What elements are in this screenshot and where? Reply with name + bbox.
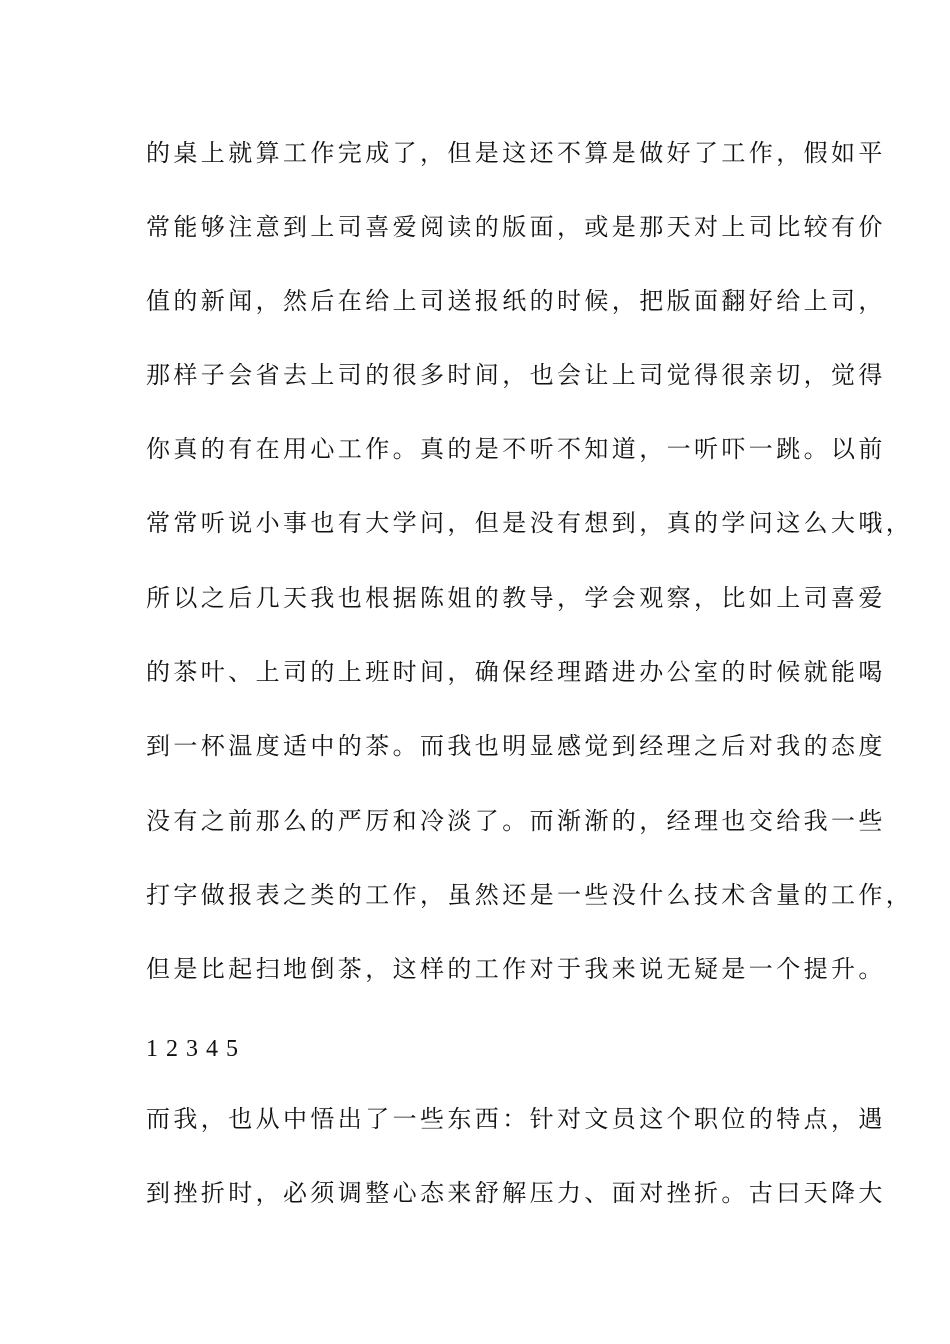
text-line: 的茶叶、上司的上班时间，确保经理踏进办公室的时候就能喝 [146,658,886,686]
text-line: 到挫折时，必须调整心态来舒解压力、面对挫折。古曰天降大 [146,1179,886,1207]
text-line: 所以之后几天我也根据陈姐的教导，学会观察，比如上司喜爱 [146,584,886,612]
text-line: 那样子会省去上司的很多时间，也会让上司觉得很亲切，觉得 [146,361,886,389]
text-line: 打字做报表之类的工作，虽然还是一些没什么技术含量的工作， [146,881,914,909]
text-line: 你真的有在用心工作。真的是不听不知道，一听吓一跳。以前 [146,435,886,463]
text-line: 常能够注意到上司喜爱阅读的版面，或是那天对上司比较有价 [146,213,886,241]
text-line: 而我，也从中悟出了一些东西：针对文员这个职位的特点，遇 [146,1105,886,1133]
text-line: 的桌上就算工作完成了，但是这还不算是做好了工作，假如平 [146,139,886,167]
text-line: 到一杯温度适中的茶。而我也明显感觉到经理之后对我的态度 [146,732,886,760]
text-line: 但是比起扫地倒茶，这样的工作对于我来说无疑是一个提升。 [146,955,886,983]
text-line: 值的新闻，然后在给上司送报纸的时候，把版面翻好给上司， [146,287,886,315]
text-line: 没有之前那么的严厉和冷淡了。而渐渐的，经理也交给我一些 [146,807,886,835]
page-number-list: 1 2 3 4 5 [146,1036,238,1062]
text-line: 常常听说小事也有大学问，但是没有想到，真的学问这么大哦， [146,509,914,537]
